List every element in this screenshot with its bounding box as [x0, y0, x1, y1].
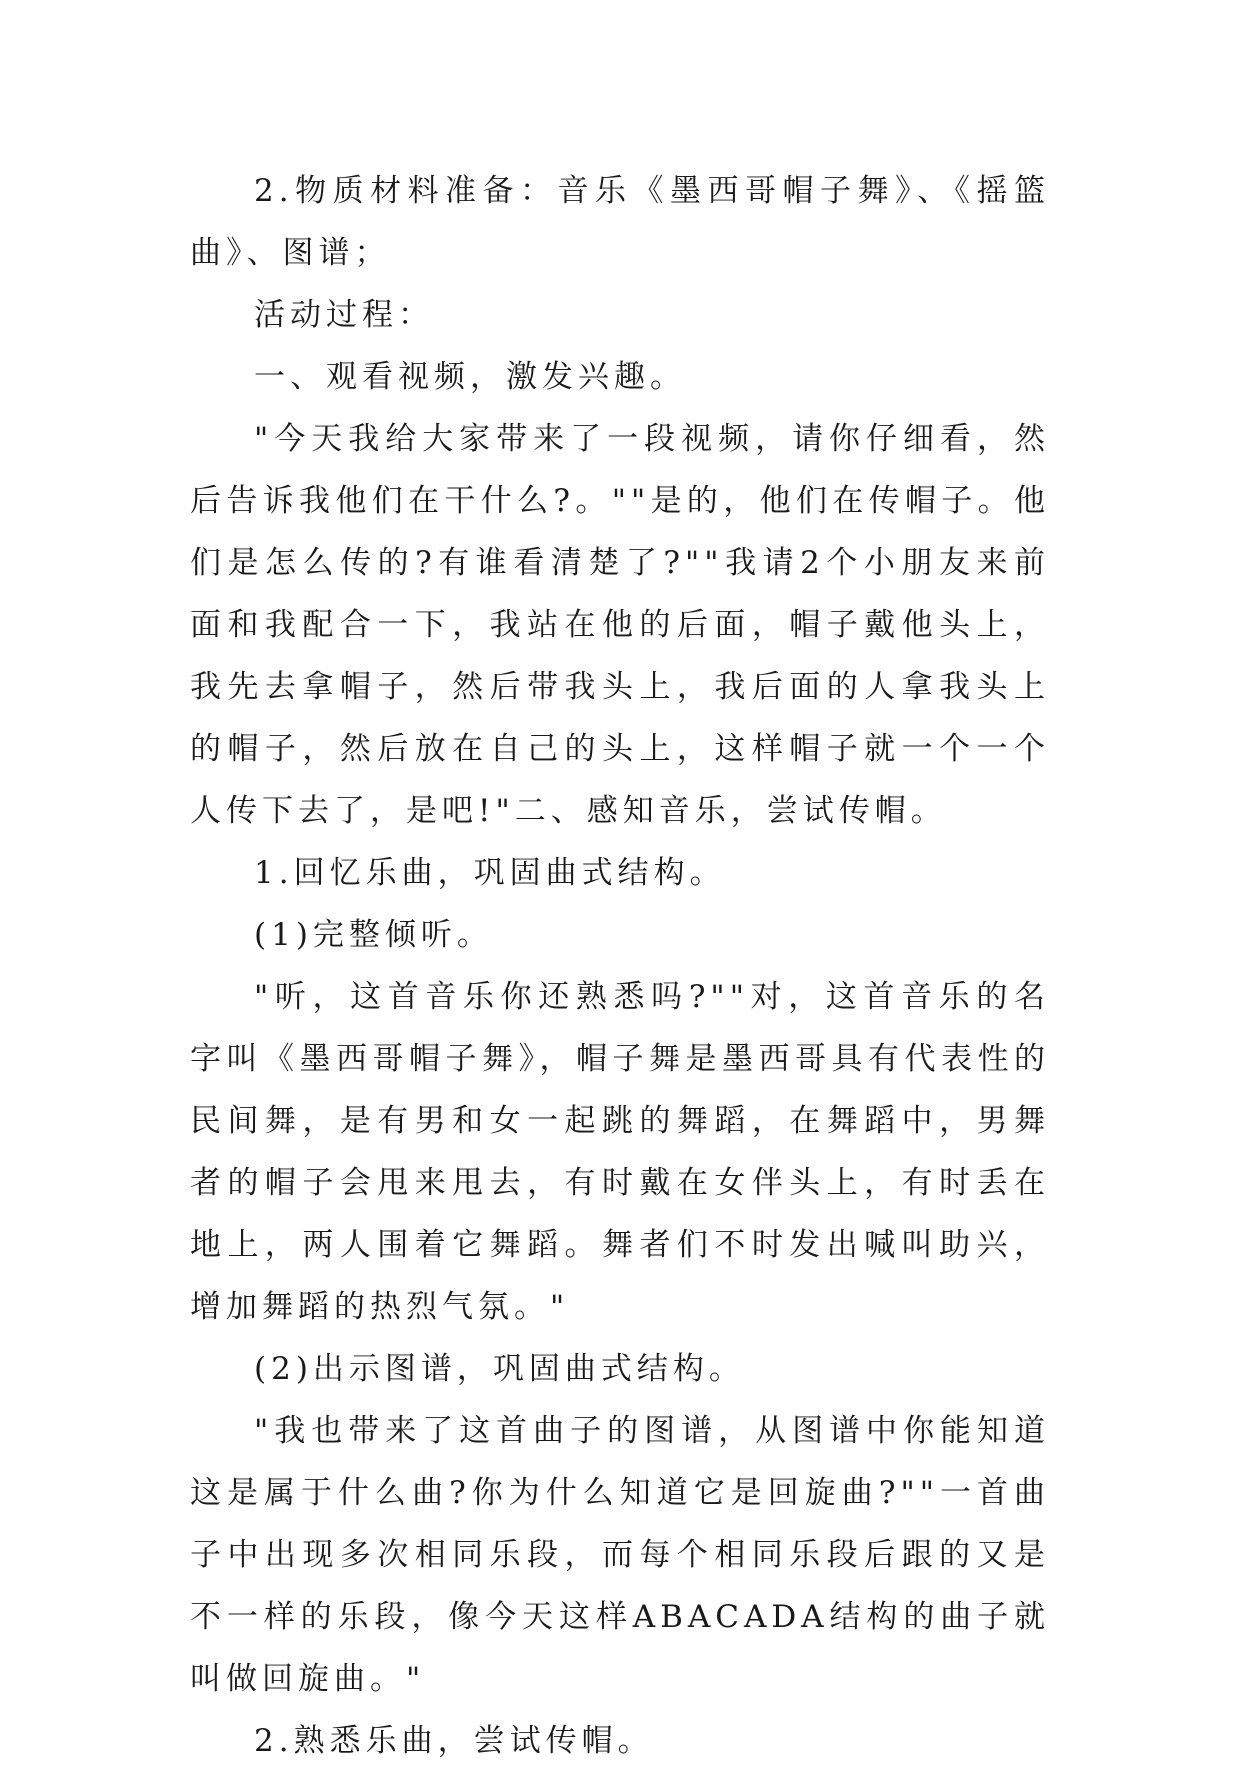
- paragraph-familiarize-heading: 2.熟悉乐曲，尝试传帽。: [254, 1723, 654, 1759]
- paragraph-music-dialogue: "听，这首音乐你还熟悉吗?""对，这首音乐的名字叫《墨西哥帽子舞》，帽子舞是墨西哥具有代表性的民间舞，是有男和女一起跳的舞蹈，在舞蹈中，男舞者的帽子会甩来甩去，有时戴在女伴头上，有时丢在地上，两人围着它舞蹈。舞者们不时发出喊叫助兴，增加舞蹈的热烈气氛。": [190, 979, 1050, 1325]
- paragraph-chart-dialogue: "我也带来了这首曲子的图谱，从图谱中你能知道这是属于什么曲?你为什么知道它是回旋曲?""一首曲子中出现多次相同乐段，而每个相同乐段后跟的又是不一样的乐段，像今天这样ABACADA结构的曲子就叫做回旋曲。": [190, 1413, 1050, 1697]
- paragraph-listen-heading: (1)完整倾听。: [254, 917, 493, 953]
- paragraph-chart-heading: (2)出示图谱，巩固曲式结构。: [254, 1351, 745, 1387]
- paragraph-materials: 2.物质材料准备：音乐《墨西哥帽子舞》、《摇篮曲》、图谱；: [190, 173, 1050, 271]
- paragraph-recall-heading: 1.回忆乐曲，巩固曲式结构。: [254, 855, 726, 891]
- paragraph-process-heading: 活动过程：: [254, 297, 434, 333]
- paragraph-video-dialogue: "今天我给大家带来了一段视频，请你仔细看，然后告诉我他们在干什么?。""是的，他们在传帽子。他们是怎么传的?有谁看清楚了?""我请2个小朋友来前面和我配合一下，我站在他的后面，帽子戴他头上，我先去拿帽子，然后带我头上，我后面的人拿我头上的帽子，然后放在自己的头上，这样帽子就一个一个人传下去了，是吧!"二、感知音乐，尝试传帽。: [190, 421, 1050, 829]
- paragraph-section-one-heading: 一、观看视频，激发兴趣。: [254, 359, 686, 395]
- document-body: [190, 160, 1050, 1772]
